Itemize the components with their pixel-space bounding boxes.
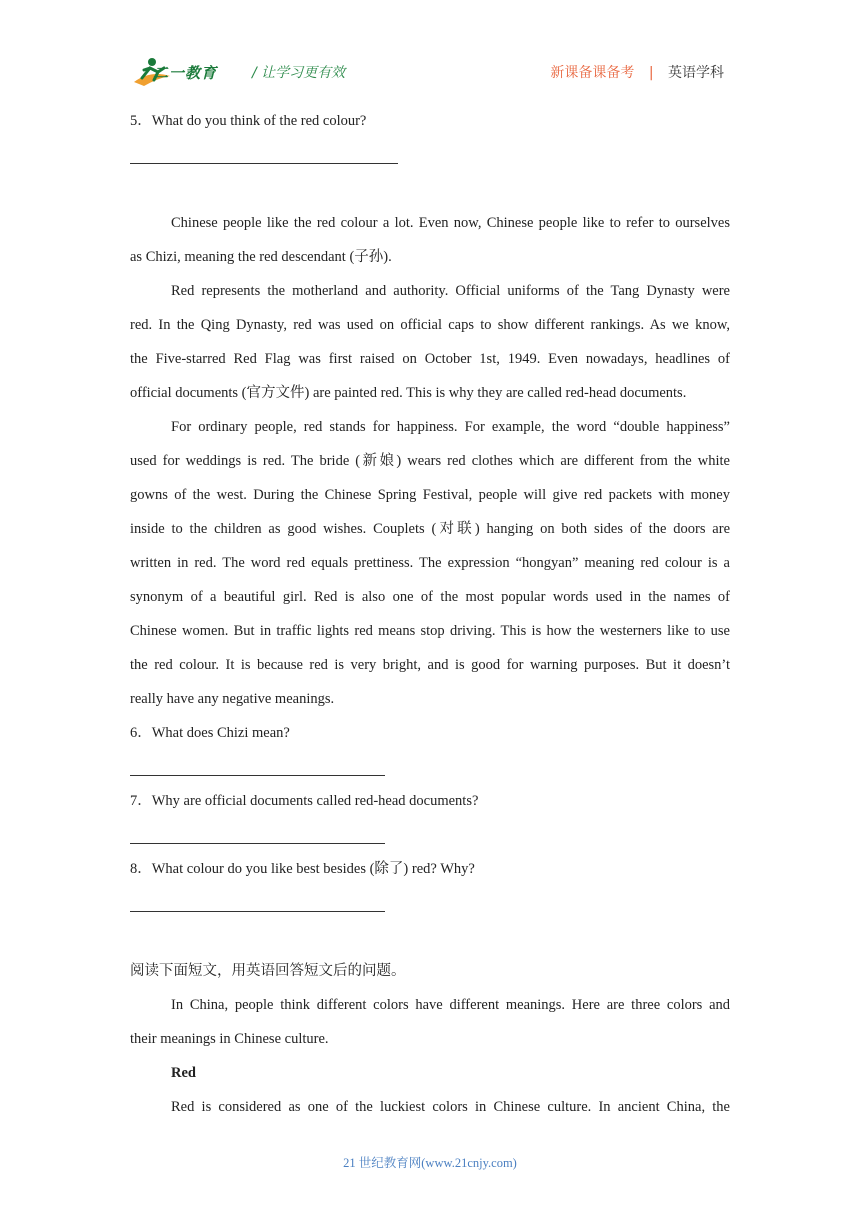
paragraph-line: Chinese people like the red colour a lot. Even now, Chinese people like to refer to ourselves bbox=[171, 215, 730, 231]
paragraph-line: the Five-starred Red Flag was first raised on October 1st, 1949. Even nowadays, headlines of bbox=[130, 351, 730, 367]
question-8: 8．What colour do you like best besides (除了) red? Why? bbox=[130, 861, 475, 877]
paragraph-line: Chinese women. But in traffic lights red means stop driving. This is how the westerners like to use bbox=[130, 623, 730, 639]
header-separator: | bbox=[648, 65, 654, 81]
paragraph-line: their meanings in Chinese culture. bbox=[130, 1031, 329, 1047]
brand-label: 新课备课备考 bbox=[550, 65, 635, 81]
paragraph-line: written in red. The word red equals prettiness. The expression “hongyan” meaning red colour is a bbox=[130, 555, 730, 571]
instruction: 阅读下面短文，用英语回答短文后的问题。 bbox=[130, 963, 406, 979]
document-body bbox=[130, 104, 730, 1124]
paragraph-line: gowns of the west. During the Chinese Spring Festival, people will give red packets with money bbox=[130, 487, 730, 503]
page-header bbox=[0, 0, 860, 100]
section-heading-red: Red bbox=[171, 1065, 196, 1081]
paragraph-line: Red is considered as one of the luckiest colors in Chinese culture. In ancient China, the bbox=[171, 1099, 730, 1115]
paragraph-line: Red represents the motherland and authority. Official uniforms of the Tang Dynasty were bbox=[171, 283, 730, 299]
answer-line-6[interactable] bbox=[130, 750, 730, 784]
paragraph-line: as Chizi, meaning the red descendant (子孙). bbox=[130, 249, 392, 265]
subject-label: 英语学科 bbox=[668, 65, 724, 81]
page-footer: 21 世纪教育网(www.21cnjy.com) bbox=[343, 1156, 517, 1170]
answer-line-5[interactable] bbox=[130, 138, 730, 172]
paragraph-line: For ordinary people, red stands for happiness. For example, the word “double happiness” bbox=[171, 419, 730, 435]
paragraph-line: really have any negative meanings. bbox=[130, 691, 335, 707]
question-6: 6．What does Chizi mean? bbox=[130, 725, 290, 741]
logo-text: 二一教育 bbox=[153, 64, 218, 82]
paragraph-line: official documents (官方文件) are painted red. This is why they are called red-head documents. bbox=[130, 385, 687, 401]
paragraph-line: the red colour. It is because red is very bright, and is good for warning purposes. But it doesn’t bbox=[130, 657, 730, 673]
paragraph-line: In China, people think different colors have different meanings. Here are three colors and bbox=[171, 997, 730, 1013]
paragraph-line: used for weddings is red. The bride (新娘) wears red clothes which are different from the white bbox=[130, 453, 730, 469]
paragraph-line: synonym of a beautiful girl. Red is also one of the most popular words used in the names of bbox=[130, 589, 730, 605]
question-7: 7．Why are official documents called red-head documents? bbox=[130, 793, 479, 809]
answer-line-7[interactable] bbox=[130, 818, 730, 852]
header-right bbox=[550, 62, 724, 82]
answer-line-8[interactable] bbox=[130, 886, 730, 920]
slogan: / 让学习更有效 bbox=[252, 65, 346, 81]
paragraph-line: inside to the children as good wishes. Couplets (对联) hanging on both sides of the doors are bbox=[130, 521, 730, 537]
paragraph-line: red. In the Qing Dynasty, red was used on official caps to show different rankings. As we know, bbox=[130, 317, 730, 333]
question-5: 5．What do you think of the red colour? bbox=[130, 113, 367, 129]
